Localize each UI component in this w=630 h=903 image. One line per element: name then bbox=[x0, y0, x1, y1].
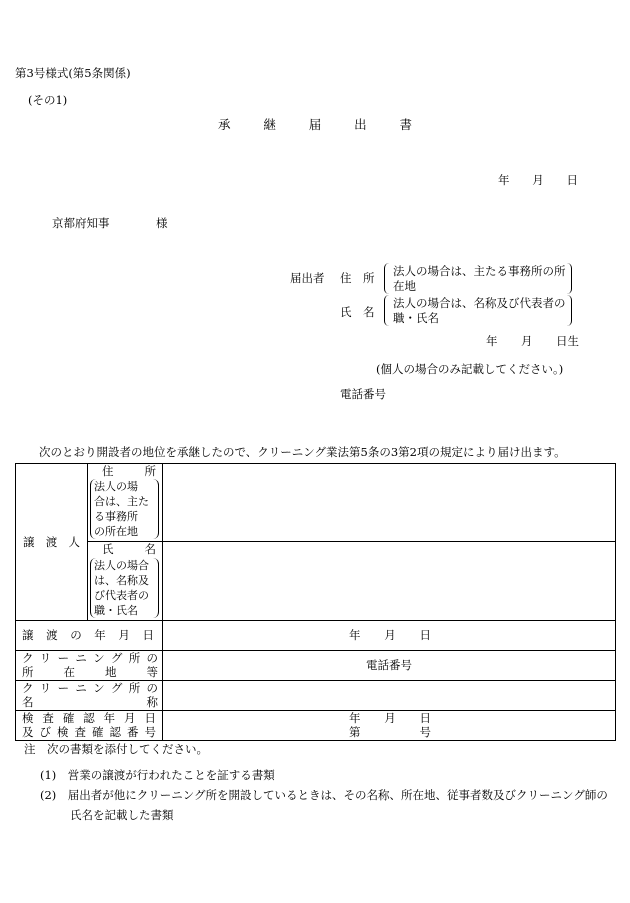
label-char: 番 bbox=[127, 725, 139, 740]
value-month: 月 bbox=[384, 710, 396, 725]
transferor-address-value[interactable] bbox=[163, 464, 616, 542]
label-char: 確 bbox=[92, 725, 104, 740]
notifier-label: 届出者 bbox=[290, 271, 325, 285]
table-row bbox=[16, 464, 616, 542]
shop-location-label-cell bbox=[16, 650, 163, 680]
label-char: 称 bbox=[146, 695, 158, 710]
value-day: 日 bbox=[419, 628, 431, 643]
label-char: 査 bbox=[74, 725, 86, 740]
notifier-name-label: 氏 名 bbox=[340, 305, 375, 319]
title-char: 書 bbox=[399, 117, 412, 132]
individual-only-note: (個人の場合のみ記載してください。) bbox=[376, 362, 564, 376]
inspection-value[interactable] bbox=[163, 710, 616, 740]
label-char: ン bbox=[93, 650, 105, 665]
addressee-honorific: 様 bbox=[156, 216, 168, 230]
notifier-address-label: 住 所 bbox=[340, 271, 375, 285]
label-char: 検 bbox=[22, 710, 34, 725]
transfer-date-value[interactable] bbox=[163, 620, 616, 650]
label-char: び bbox=[39, 725, 51, 740]
transferor-name-label-cell bbox=[88, 542, 163, 620]
label-char: グ bbox=[110, 650, 123, 665]
table-row bbox=[16, 542, 616, 620]
name-char: 名 bbox=[144, 542, 156, 557]
note-line: 法人の場 bbox=[94, 480, 138, 494]
inspection-label-cell bbox=[16, 710, 163, 740]
transfer-date-label-cell bbox=[16, 620, 163, 650]
note-line: は、名称及 bbox=[94, 573, 149, 587]
label-char: 号 bbox=[144, 725, 156, 740]
intro-statement: 次のとおり開設者の地位を承継したので、クリーニング業法第5条の3第2項の規定により届け出ます。 bbox=[39, 445, 566, 459]
transferor-char: 渡 bbox=[45, 534, 58, 549]
label-char: 渡 bbox=[46, 628, 58, 643]
label-char: 査 bbox=[42, 710, 54, 725]
label-char: グ bbox=[110, 680, 123, 695]
label-char: ン bbox=[93, 680, 105, 695]
notifier-address-note-line: 在地 bbox=[393, 279, 416, 293]
transferor-address-note bbox=[90, 479, 159, 539]
title-char: 承 bbox=[218, 117, 231, 132]
label-char: 地 bbox=[105, 665, 117, 680]
label-char: 認 bbox=[109, 725, 121, 740]
label-char: リ bbox=[39, 680, 52, 695]
title-char: 届 bbox=[308, 117, 322, 132]
value-no-suffix: 号 bbox=[419, 725, 431, 740]
value-year: 年 bbox=[349, 710, 361, 725]
label-char: 所 bbox=[128, 650, 141, 665]
form-part-label: (その1) bbox=[28, 93, 68, 107]
label-char: ー bbox=[57, 650, 70, 665]
shop-name-value[interactable] bbox=[163, 680, 616, 710]
label-char: ニ bbox=[75, 650, 87, 665]
table-row bbox=[16, 650, 616, 680]
transferor-char: 人 bbox=[68, 534, 80, 549]
date-day: 日 bbox=[566, 173, 578, 187]
shop-name-label-cell bbox=[16, 680, 163, 710]
note-line: 職・氏名 bbox=[94, 603, 138, 617]
table-row bbox=[16, 680, 616, 710]
form-style-number: 第3号様式(第5条関係) bbox=[15, 66, 131, 80]
note-item-1: (1) 営業の譲渡が行われたことを証する書類 bbox=[40, 768, 275, 782]
notifier-address-note-line: 法人の場合は、主たる事務所の所 bbox=[393, 264, 566, 278]
label-char: 所 bbox=[128, 680, 141, 695]
shop-phone-label: 電話番号 bbox=[366, 658, 412, 673]
label-char: 年 bbox=[103, 710, 116, 725]
addressee-name: 京都府知事 bbox=[52, 216, 110, 230]
note-line: の所在地 bbox=[94, 525, 138, 539]
address-char: 所 bbox=[144, 464, 156, 478]
notifier-name-note-line: 職・氏名 bbox=[393, 311, 439, 325]
title-char: 継 bbox=[263, 117, 276, 132]
notifier-phone-label: 電話番号 bbox=[340, 387, 386, 401]
label-char: リ bbox=[39, 650, 52, 665]
table-row bbox=[16, 620, 616, 650]
date-year: 年 bbox=[498, 173, 510, 187]
label-char: ク bbox=[22, 680, 34, 695]
note-line: 合は、主た bbox=[94, 495, 149, 509]
label-char: 在 bbox=[63, 665, 75, 680]
note-item-2-line-1: (2) 届出者が他にクリーニング所を開設しているときは、その名称、所在地、従事者数及びクリーニング師の bbox=[40, 788, 608, 802]
value-year: 年 bbox=[349, 628, 361, 643]
notes-heading: 注 次の書類を添付してください。 bbox=[24, 742, 208, 756]
transferor-char: 譲 bbox=[23, 534, 35, 549]
label-char: ク bbox=[22, 650, 34, 665]
transferor-label-cell bbox=[16, 464, 88, 621]
label-char: 名 bbox=[22, 695, 34, 710]
birth-month: 月 bbox=[521, 334, 533, 348]
label-char: 認 bbox=[83, 710, 95, 725]
label-char: 及 bbox=[22, 725, 34, 740]
title-char: 出 bbox=[354, 117, 367, 132]
address-char: 住 bbox=[102, 464, 114, 478]
transferor-name-note bbox=[90, 558, 159, 618]
succession-table bbox=[15, 463, 616, 741]
label-char: 月 bbox=[118, 628, 130, 643]
label-char: の bbox=[146, 680, 158, 695]
notifier-name-note bbox=[384, 295, 572, 326]
table-row bbox=[16, 710, 616, 740]
label-char: ー bbox=[57, 680, 70, 695]
label-char: の bbox=[70, 628, 82, 643]
note-line: び代表者の bbox=[94, 588, 149, 602]
shop-location-value[interactable] bbox=[163, 650, 616, 680]
date-month: 月 bbox=[532, 173, 544, 187]
value-no-prefix: 第 bbox=[349, 725, 361, 740]
note-line: る事務所 bbox=[94, 510, 138, 524]
label-char: 日 bbox=[142, 628, 154, 643]
label-char: ニ bbox=[75, 680, 87, 695]
value-month: 月 bbox=[384, 628, 396, 643]
birth-year: 年 bbox=[486, 334, 498, 348]
submission-date bbox=[498, 173, 578, 187]
notifier-address-note bbox=[384, 263, 572, 294]
birth-day: 日生 bbox=[556, 334, 579, 348]
label-char: 所 bbox=[22, 665, 34, 680]
label-char: 年 bbox=[94, 628, 106, 643]
notifier-name-note-line: 法人の場合は、名称及び代表者の bbox=[393, 296, 566, 310]
label-char: の bbox=[146, 650, 158, 665]
name-char: 氏 bbox=[102, 542, 114, 557]
transferor-name-value[interactable] bbox=[163, 542, 616, 620]
label-char: 日 bbox=[144, 710, 156, 725]
label-char: 譲 bbox=[22, 628, 34, 643]
notifier-birthdate bbox=[486, 334, 579, 348]
label-char: 月 bbox=[124, 710, 136, 725]
label-char: 等 bbox=[146, 665, 158, 680]
note-line: 法人の場合 bbox=[94, 558, 149, 572]
transferor-address-label-cell bbox=[88, 464, 163, 542]
document-title bbox=[218, 117, 412, 133]
value-day: 日 bbox=[419, 710, 431, 725]
label-char: 確 bbox=[62, 710, 75, 725]
note-item-2-line-2: 氏名を記載した書類 bbox=[70, 808, 174, 822]
label-char: 検 bbox=[57, 725, 69, 740]
